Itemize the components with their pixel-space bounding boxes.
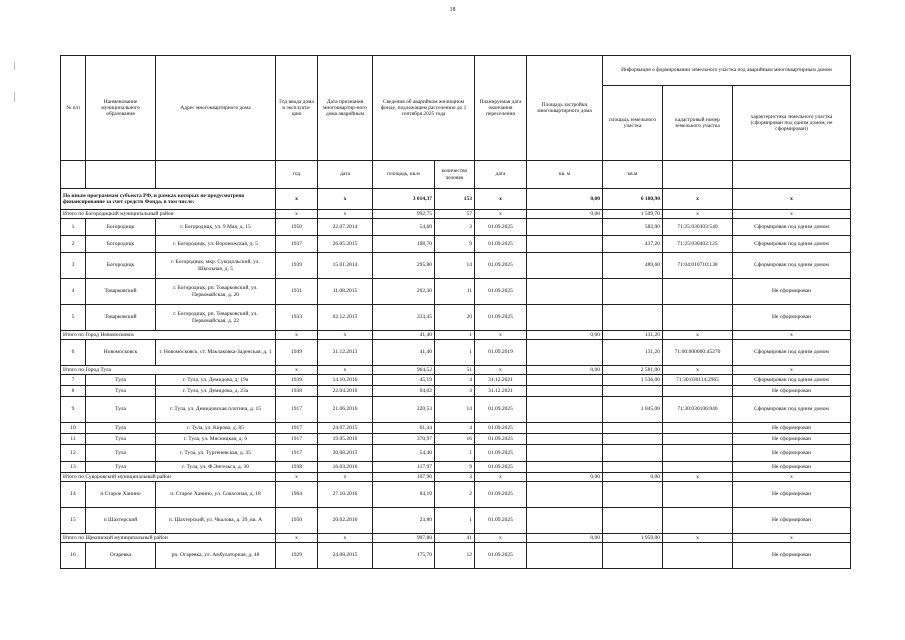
- land-area-cell: [603, 445, 663, 462]
- land-area-cell: [603, 386, 663, 397]
- total-date: x: [318, 189, 373, 210]
- address-cell: г. Новомосковск, ст. Маклаковка-Заденская, д. 1: [156, 340, 276, 366]
- year-cell: 1938: [276, 386, 318, 397]
- address-cell: г. Тула, ул. Кирова, д. 85: [156, 423, 276, 434]
- area-cell: 94,02: [373, 386, 435, 397]
- planned-date-cell: 01.09.2025: [475, 462, 527, 473]
- people-cell: 4: [435, 423, 475, 434]
- row-number: 16: [61, 543, 86, 569]
- municipality-cell: Богородицк: [86, 219, 156, 236]
- unit-cell: кв.м: [603, 161, 663, 189]
- building-area-cell: [527, 423, 603, 434]
- address-cell: г. Богородицк, рп. Товарковский, ул. Первомайская, д. 20: [156, 279, 276, 305]
- row-number: 13: [61, 462, 86, 473]
- year-cell: 1939: [276, 253, 318, 279]
- total-people: 41: [435, 534, 475, 543]
- cadastral-cell: [663, 462, 733, 473]
- address-cell: г. Тула, ул. Демидова, д. 19а: [156, 375, 276, 386]
- land-area-cell: [603, 462, 663, 473]
- total-land-area: 0,00: [603, 473, 663, 482]
- area-cell: 61,44: [373, 423, 435, 434]
- total-building-area: 0,00: [527, 189, 603, 210]
- row-number: 1: [61, 219, 86, 236]
- cadastral-cell: [663, 386, 733, 397]
- planned-date-cell: 01.09.2025: [475, 445, 527, 462]
- characteristic-cell: Не сформирован: [733, 434, 851, 445]
- building-area-cell: [527, 508, 603, 534]
- building-area-cell: [527, 543, 603, 569]
- people-cell: 1: [435, 508, 475, 534]
- total-date: x: [318, 534, 373, 543]
- building-area-cell: [527, 305, 603, 331]
- address-cell: г. Богородицк, ул. Вороножская, д. 5: [156, 236, 276, 253]
- planned-date-cell: 31.12.2021: [475, 375, 527, 386]
- total-date: x: [318, 331, 373, 340]
- total-characteristic: x: [733, 210, 851, 219]
- total-year: x: [276, 189, 318, 210]
- units-row: [61, 161, 851, 189]
- year-cell: 1933: [276, 305, 318, 331]
- municipality-cell: Товарковский: [86, 279, 156, 305]
- area-cell: 23,80: [373, 508, 435, 534]
- unit-cell: дата: [318, 161, 373, 189]
- total-planned: x: [475, 189, 527, 210]
- planned-date-cell: 31.12.2021: [475, 386, 527, 397]
- row-number: 14: [61, 482, 86, 508]
- subtotal-row: [61, 331, 851, 340]
- total-area: 992,75: [373, 210, 435, 219]
- building-area-cell: [527, 375, 603, 386]
- municipality-cell: п Старое Ханино: [86, 482, 156, 508]
- land-area-cell: 131,20: [603, 340, 663, 366]
- land-area-cell: 1 045,00: [603, 397, 663, 423]
- year-cell: 1917: [276, 434, 318, 445]
- table-row: [61, 508, 851, 534]
- row-number: 12: [61, 445, 86, 462]
- subtotal-row: [61, 534, 851, 543]
- municipality-cell: Тула: [86, 462, 156, 473]
- total-people: 153: [435, 189, 475, 210]
- characteristic-cell: Не сформирован: [733, 386, 851, 397]
- total-date: x: [318, 210, 373, 219]
- total-land-area: 131,20: [603, 331, 663, 340]
- municipality-cell: Новомосковск: [86, 340, 156, 366]
- total-characteristic: x: [733, 534, 851, 543]
- row-number: 5: [61, 305, 86, 331]
- people-cell: 2: [435, 482, 475, 508]
- total-area: 964,52: [373, 366, 435, 375]
- row-number: 6: [61, 340, 86, 366]
- people-cell: 12: [435, 543, 475, 569]
- subtotal-row: [61, 210, 851, 219]
- characteristic-cell: Не сформирован: [733, 279, 851, 305]
- land-area-cell: 437,20: [603, 236, 663, 253]
- year-cell: 1937: [276, 236, 318, 253]
- total-people: 1: [435, 331, 475, 340]
- characteristic-cell: Сформирован под одним домом: [733, 253, 851, 279]
- municipality-cell: Огаревка: [86, 543, 156, 569]
- total-building-area: 0,00: [527, 473, 603, 482]
- table-row: [61, 375, 851, 386]
- row-number: 9: [61, 397, 86, 423]
- building-area-cell: [527, 253, 603, 279]
- land-area-cell: [603, 508, 663, 534]
- total-characteristic: x: [733, 473, 851, 482]
- header-num: № п/п: [61, 56, 86, 161]
- unit-cell: дата: [475, 161, 527, 189]
- total-year: x: [276, 210, 318, 219]
- characteristic-cell: Сформирован под одним домом: [733, 375, 851, 386]
- planned-date-cell: 01.09.2025: [475, 423, 527, 434]
- address-cell: г. Тула, ул. Тургеневская, д. 35: [156, 445, 276, 462]
- area-cell: 117,97: [373, 462, 435, 473]
- year-cell: 1929: [276, 543, 318, 569]
- table-row: [61, 445, 851, 462]
- building-area-cell: [527, 397, 603, 423]
- address-cell: г. Богородицк, мкр. Сукодольский, ул. Школьная, д. 5: [156, 253, 276, 279]
- table-row: [61, 543, 851, 569]
- recognition-date-cell: 24.08.2015: [318, 543, 373, 569]
- total-label: Итого по Щекинский муниципальный район: [61, 534, 276, 543]
- total-building-area: 0,00: [527, 366, 603, 375]
- planned-date-cell: 01.09.2025: [475, 482, 527, 508]
- total-land-area: 1 959,00: [603, 534, 663, 543]
- municipality-cell: Богородицк: [86, 236, 156, 253]
- address-cell: г. Тула, ул. Демидова, д. 23а: [156, 386, 276, 397]
- total-planned: x: [475, 366, 527, 375]
- year-cell: 1950: [276, 508, 318, 534]
- row-number: 8: [61, 386, 86, 397]
- year-cell: 1939: [276, 375, 318, 386]
- area-cell: 84,10: [373, 482, 435, 508]
- emergency-housing-table: [60, 55, 851, 569]
- area-cell: 41,40: [373, 340, 435, 366]
- header-land-group: Информация о формировании земельного участка под аварийным многоквартирным домом: [603, 56, 851, 86]
- recognition-date-cell: 15.01.2014: [318, 253, 373, 279]
- cadastral-cell: [663, 434, 733, 445]
- total-year: x: [276, 534, 318, 543]
- planned-date-cell: 01.09.2025: [475, 434, 527, 445]
- municipality-cell: Тула: [86, 423, 156, 434]
- building-area-cell: [527, 236, 603, 253]
- recognition-date-cell: 16.03.2016: [318, 462, 373, 473]
- table-row: [61, 423, 851, 434]
- year-cell: 1964: [276, 482, 318, 508]
- cadastral-cell: 71:25:030303:540: [663, 219, 733, 236]
- building-area-cell: [527, 445, 603, 462]
- total-cadastral: x: [663, 534, 733, 543]
- header-emergency-fund: Сведения об аварийном жилищном фонде, подлежащем расселению до 1 сентября 2025 года: [373, 56, 475, 161]
- row-number: 2: [61, 236, 86, 253]
- table-row: [61, 462, 851, 473]
- header-year: Год ввода дома в эксплуата-цию: [276, 56, 318, 161]
- recognition-date-cell: 19.05.2016: [318, 434, 373, 445]
- total-label: Итого по Город Тула: [61, 366, 276, 375]
- building-area-cell: [527, 434, 603, 445]
- recognition-date-cell: 22.04.2016: [318, 386, 373, 397]
- municipality-cell: Товарковский: [86, 305, 156, 331]
- total-land-area: 6 180,90: [603, 189, 663, 210]
- people-cell: 9: [435, 462, 475, 473]
- unit-cell: год: [276, 161, 318, 189]
- total-year: x: [276, 473, 318, 482]
- total-planned: x: [475, 473, 527, 482]
- characteristic-cell: Сформирован под одним домом: [733, 219, 851, 236]
- total-planned: x: [475, 210, 527, 219]
- total-area: 3 014,37: [373, 189, 435, 210]
- table-row: [61, 305, 851, 331]
- total-cadastral: x: [663, 366, 733, 375]
- row-number: 3: [61, 253, 86, 279]
- cadastral-cell: [663, 508, 733, 534]
- building-area-cell: [527, 482, 603, 508]
- year-cell: 1917: [276, 397, 318, 423]
- people-cell: 1: [435, 445, 475, 462]
- municipality-cell: Тула: [86, 375, 156, 386]
- cadastral-cell: [663, 482, 733, 508]
- address-cell: рп. Огаревка, ул. Амбулаторная, д. 48: [156, 543, 276, 569]
- total-people: 57: [435, 210, 475, 219]
- address-cell: г. Тула, ул. Мясницкая, д. 6: [156, 434, 276, 445]
- address-cell: г. Тула, ул. Ф.Энгельса, д. 30: [156, 462, 276, 473]
- municipality-cell: п Шахтерский: [86, 508, 156, 534]
- characteristic-cell: Сформирован под одним домом: [733, 236, 851, 253]
- total-building-area: 0,00: [527, 534, 603, 543]
- cadastral-cell: 71:30:030106:846: [663, 397, 733, 423]
- characteristic-cell: Не сформирован: [733, 462, 851, 473]
- header-recognition-date: Дата признания многоквартир-ного дома аварийным: [318, 56, 373, 161]
- table-row: [61, 386, 851, 397]
- planned-date-cell: 01.09.2025: [475, 236, 527, 253]
- table-row: [61, 253, 851, 279]
- total-characteristic: x: [733, 189, 851, 210]
- total-date: x: [318, 473, 373, 482]
- planned-date-cell: 01.09.2025: [475, 253, 527, 279]
- total-year: x: [276, 366, 318, 375]
- recognition-date-cell: 11.08.2015: [318, 279, 373, 305]
- cadastral-cell: 71:04:010710:138: [663, 253, 733, 279]
- header-building-area: Площадь застройки многоквартирного дома: [527, 56, 603, 161]
- people-cell: 9: [435, 236, 475, 253]
- total-cadastral: x: [663, 210, 733, 219]
- building-area-cell: [527, 462, 603, 473]
- recognition-date-cell: 20.08.2015: [318, 445, 373, 462]
- area-cell: 54,60: [373, 219, 435, 236]
- land-area-cell: 489,60: [603, 253, 663, 279]
- year-cell: 1917: [276, 423, 318, 434]
- characteristic-cell: Сформирован под одним домом: [733, 397, 851, 423]
- cadastral-cell: 71:25:030402:125: [663, 236, 733, 253]
- building-area-cell: [527, 386, 603, 397]
- header-municipality: Наименование муниципального образования: [86, 56, 156, 161]
- total-cadastral: x: [663, 331, 733, 340]
- total-label: Итого по Богородицкий муниципальный район: [61, 210, 276, 219]
- planned-date-cell: 01.09.2025: [475, 305, 527, 331]
- land-area-cell: [603, 279, 663, 305]
- building-area-cell: [527, 279, 603, 305]
- table-row: [61, 219, 851, 236]
- year-cell: 1950: [276, 219, 318, 236]
- margin-mark: [14, 92, 15, 102]
- planned-date-cell: 01.09.2019: [475, 340, 527, 366]
- area-cell: 220,53: [373, 397, 435, 423]
- planned-date-cell: 01.09.2025: [475, 543, 527, 569]
- planned-date-cell: 01.09.2025: [475, 219, 527, 236]
- municipality-cell: Тула: [86, 386, 156, 397]
- building-area-cell: [527, 219, 603, 236]
- row-number: 15: [61, 508, 86, 534]
- cadastral-cell: [663, 305, 733, 331]
- row-number: 10: [61, 423, 86, 434]
- total-year: x: [276, 331, 318, 340]
- year-cell: 1938: [276, 462, 318, 473]
- header-cadastral: кадастровый номер земельного участка: [663, 86, 733, 161]
- characteristic-cell: Сформирован под одним домом: [733, 340, 851, 366]
- land-area-cell: [603, 423, 663, 434]
- municipality-cell: Тула: [86, 397, 156, 423]
- recognition-date-cell: 27.10.2016: [318, 482, 373, 508]
- total-label: Итого по Город Новомосковск: [61, 331, 276, 340]
- total-area: 907,80: [373, 534, 435, 543]
- planned-date-cell: 01.09.2025: [475, 279, 527, 305]
- total-planned: x: [475, 534, 527, 543]
- grand-total-row: [61, 189, 851, 210]
- cadastral-cell: [663, 543, 733, 569]
- address-cell: г. Богородицк, рп. Товарковский, ул. Первомайская, д. 22: [156, 305, 276, 331]
- municipality-cell: Тула: [86, 445, 156, 462]
- characteristic-cell: Не сформирован: [733, 445, 851, 462]
- table-row: [61, 434, 851, 445]
- recognition-date-cell: 26.05.2015: [318, 236, 373, 253]
- total-area: 41,40: [373, 331, 435, 340]
- land-area-cell: 582,90: [603, 219, 663, 236]
- characteristic-cell: Не сформирован: [733, 423, 851, 434]
- year-cell: 1949: [276, 340, 318, 366]
- table-row: [61, 482, 851, 508]
- building-area-cell: [527, 340, 603, 366]
- area-cell: 108,70: [373, 236, 435, 253]
- people-cell: 20: [435, 305, 475, 331]
- cadastral-cell: [663, 445, 733, 462]
- municipality-cell: Тула: [86, 434, 156, 445]
- cadastral-cell: [663, 279, 733, 305]
- header-address: Адрес многоквартирного дома: [156, 56, 276, 161]
- header-land-area: площадь земельного участка: [603, 86, 663, 161]
- header-planned-date: Планируемая дата окончания переселения: [475, 56, 527, 161]
- total-people: 51: [435, 366, 475, 375]
- people-cell: 14: [435, 253, 475, 279]
- subtotal-row: [61, 473, 851, 482]
- area-cell: 45,19: [373, 375, 435, 386]
- total-label: По иным программам субъекта РФ, в рамках которых не предусмотрено финансирование за счет средств Фонда, в том числе:: [61, 189, 276, 210]
- total-land-area: 2 581,00: [603, 366, 663, 375]
- total-land-area: 1 509,70: [603, 210, 663, 219]
- area-cell: 54,40: [373, 445, 435, 462]
- land-area-cell: [603, 482, 663, 508]
- total-characteristic: x: [733, 331, 851, 340]
- characteristic-cell: Не сформирован: [733, 543, 851, 569]
- total-people: 3: [435, 473, 475, 482]
- recognition-date-cell: 21.06.2016: [318, 397, 373, 423]
- recognition-date-cell: 02.12.2015: [318, 305, 373, 331]
- address-cell: п. Старое Ханино, ул. Совхозная, д. 18: [156, 482, 276, 508]
- unit-cell: кв. м: [527, 161, 603, 189]
- total-cadastral: x: [663, 473, 733, 482]
- area-cell: 333,45: [373, 305, 435, 331]
- characteristic-cell: Не сформирован: [733, 482, 851, 508]
- page-number: 18: [449, 7, 456, 13]
- recognition-date-cell: 24.07.2015: [318, 423, 373, 434]
- planned-date-cell: 01.09.2025: [475, 508, 527, 534]
- cadastral-cell: [663, 423, 733, 434]
- planned-date-cell: 01.09.2025: [475, 397, 527, 423]
- total-building-area: 0,00: [527, 210, 603, 219]
- year-cell: 1917: [276, 445, 318, 462]
- total-label: Итого по Суворовский муниципальный район: [61, 473, 276, 482]
- row-number: 4: [61, 279, 86, 305]
- cadastral-cell: 71:00:000000:45270: [663, 340, 733, 366]
- address-cell: г. Тула, ул. Демидовская плотина, д. 15: [156, 397, 276, 423]
- area-cell: 370,97: [373, 434, 435, 445]
- recognition-date-cell: 31.12.2013: [318, 340, 373, 366]
- people-cell: 3: [435, 219, 475, 236]
- row-number: 11: [61, 434, 86, 445]
- people-cell: 1: [435, 340, 475, 366]
- area-cell: 175,70: [373, 543, 435, 569]
- address-cell: г. Богородицк, ул. 9 Мая, д. 15: [156, 219, 276, 236]
- total-building-area: 0,00: [527, 331, 603, 340]
- unit-cell: площадь, кв.м: [373, 161, 435, 189]
- characteristic-cell: Не сформирован: [733, 305, 851, 331]
- recognition-date-cell: 22.07.2014: [318, 219, 373, 236]
- unit-cell: количество человек: [435, 161, 475, 189]
- people-cell: 14: [435, 397, 475, 423]
- total-characteristic: x: [733, 366, 851, 375]
- land-area-cell: [603, 543, 663, 569]
- land-area-cell: [603, 305, 663, 331]
- recognition-date-cell: 14.10.2016: [318, 375, 373, 386]
- land-area-cell: [603, 434, 663, 445]
- total-cadastral: x: [663, 189, 733, 210]
- header-characteristic: характеристика земельного участка (сформирован под одним домом, не сформирован): [733, 86, 851, 161]
- cadastral-cell: 71:30:030114:2965: [663, 375, 733, 386]
- people-cell: 11: [435, 279, 475, 305]
- subtotal-row: [61, 366, 851, 375]
- people-cell: 3: [435, 386, 475, 397]
- area-cell: 202,30: [373, 279, 435, 305]
- table-row: [61, 279, 851, 305]
- municipality-cell: Богородицк: [86, 253, 156, 279]
- people-cell: 16: [435, 434, 475, 445]
- table-row: [61, 236, 851, 253]
- recognition-date-cell: 20.02.2016: [318, 508, 373, 534]
- margin-mark: [14, 62, 15, 70]
- area-cell: 295,80: [373, 253, 435, 279]
- year-cell: 1931: [276, 279, 318, 305]
- row-number: 7: [61, 375, 86, 386]
- total-date: x: [318, 366, 373, 375]
- table-row: [61, 397, 851, 423]
- address-cell: п. Шахтерский, ул. Чкалова, д. 39, кв. А: [156, 508, 276, 534]
- land-area-cell: 1 536,00: [603, 375, 663, 386]
- table-row: [61, 340, 851, 366]
- total-planned: x: [475, 331, 527, 340]
- total-area: 107,90: [373, 473, 435, 482]
- characteristic-cell: Не сформирован: [733, 508, 851, 534]
- people-cell: 4: [435, 375, 475, 386]
